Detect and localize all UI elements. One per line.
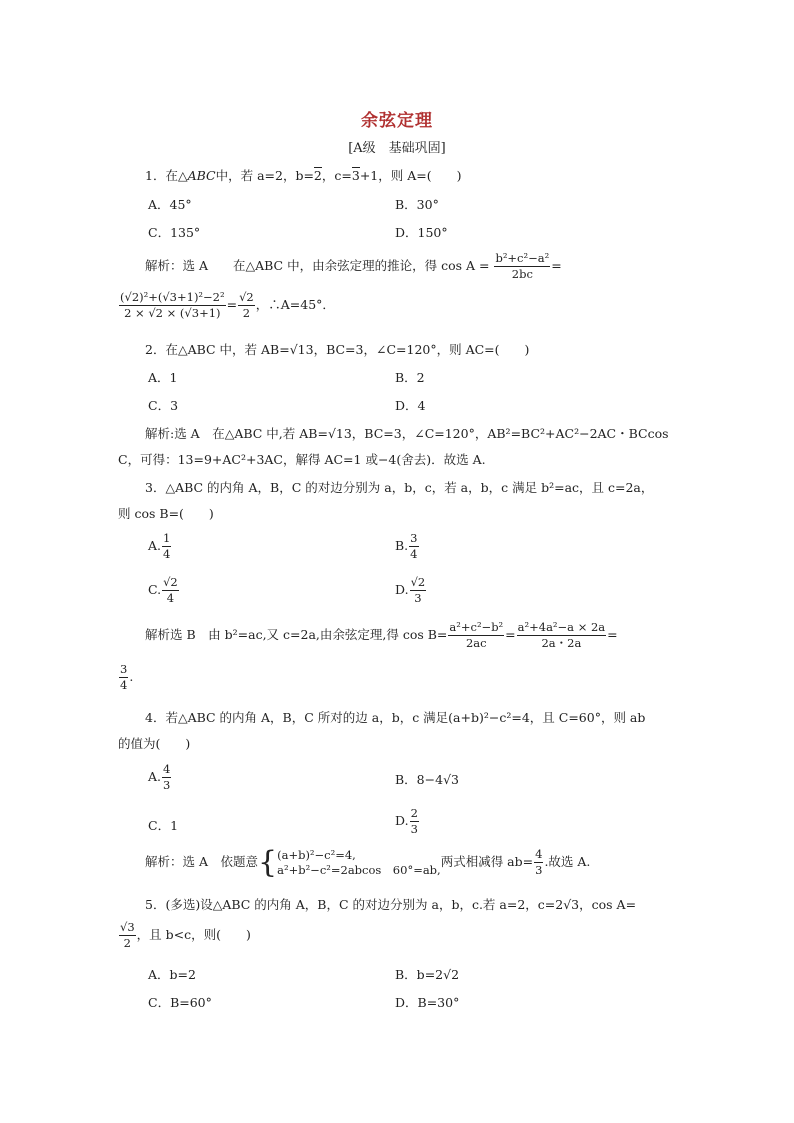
q3-analysis-line2: $\frac{3}{4}$ .: [120, 662, 134, 692]
q4-option-d: D. $\frac{2}{3}$: [395, 806, 418, 836]
q1-option-a: A．45°: [148, 197, 192, 212]
q4-stem-line1: 4．若△ABC 的内角 A，B，C 所对的边 a，b，c 满足(a+b)²−c²=4，且 C=60°，则 ab: [145, 710, 646, 725]
q2-analysis-line1: 解析:选 A 在△ABC 中,若 AB=√13，BC=3，∠C=120°，AB²=BC²+AC²−2AC・BCcos: [145, 426, 669, 441]
q1-analysis-line2: $\frac{\text{(√2)²+(√3+1)²−2²}}{2 \times √2 \times (√3+1)}$ = $\frac{√2}{2}$ ，∴A=45°．: [120, 290, 335, 320]
q5-option-b: B．b=2√2: [395, 967, 460, 982]
q1-stem: 1．在△ABC中，若 a=2，b=2，c=3+1，则 A=( ): [145, 168, 462, 183]
q2-stem: 2．在△ABC 中，若 AB=√13，BC=3，∠C=120°，则 AC=( ): [145, 342, 530, 357]
q1-option-c: C．135°: [148, 225, 201, 240]
q4-option-b: B．8−4√3: [395, 772, 459, 787]
q3-option-b: B. $\frac{3}{4}$: [395, 531, 418, 561]
q1-option-d: D．150°: [395, 225, 448, 240]
q2-analysis-line2: C，可得：13=9+AC²+3AC，解得 AC=1 或−4(舍去)．故选 A.: [118, 452, 486, 467]
q2-option-c: C．3: [148, 398, 179, 413]
q4-analysis: 解析：选 A 依题意{ (a+b)²−c²=4, a²+b²−c²=2abcos 60°=ab, 两式相减得 ab= $\frac{4}{3}$ .故选 A.: [145, 844, 591, 880]
q3-option-a: A. $\frac{1}{4}$: [148, 531, 171, 561]
q1-fraction: $\frac{\text{b²+c²−a²}}{2bc}$: [495, 251, 550, 281]
section-subtitle: [A级 基础巩固]: [348, 141, 446, 156]
q2-option-d: D．4: [395, 398, 426, 413]
q1-option-b: B．30°: [395, 197, 439, 212]
q3-stem-line1: 3．△ABC 的内角 A，B，C 的对边分别为 a，b，c，若 a，b，c 满足 b²=ac，且 c=2a，: [145, 480, 654, 495]
q3-stem-line2: 则 cos B=( ): [118, 506, 214, 521]
q2-option-b: B．2: [395, 370, 425, 385]
q5-option-a: A．b=2: [148, 967, 196, 982]
page-title: 余弦定理: [361, 111, 433, 131]
q3-option-d: D. $\frac{√2}{3}$: [395, 575, 426, 605]
q2-option-a: A．1: [148, 370, 178, 385]
q4-option-c: C．1: [148, 818, 179, 833]
q5-option-c: C．B=60°: [148, 995, 212, 1010]
q3-analysis-line1: 解析选 B 由 b²=ac,又 c=2a,由余弦定理,得 cos B= $\frac{\text{a²+c²−b²}}{2ac}$ = $\frac{\text{a²+4a²−a × 2a}}{2a・2a}$ =: [145, 620, 618, 650]
q4-option-a: A. $\frac{4}{3}$: [148, 762, 171, 792]
q5-stem-line2: $\frac{√3}{2}$ ，且 b<c，则( ): [120, 920, 251, 950]
q5-stem-line1: 5．(多选)设△ABC 的内角 A，B，C 的对边分别为 a，b，c.若 a=2，c=2√3，cos A=: [145, 897, 637, 912]
q3-option-c: C. $\frac{√2}{4}$: [148, 575, 178, 605]
q1-analysis-line1: 解析：选 A 在△ABC 中，由余弦定理的推论，得 cos A = $\frac{\text{b²+c²−a²}}{2bc}$ =: [145, 251, 562, 281]
q5-option-d: D．B=30°: [395, 995, 460, 1010]
q4-stem-line2: 的值为( ): [118, 736, 191, 751]
